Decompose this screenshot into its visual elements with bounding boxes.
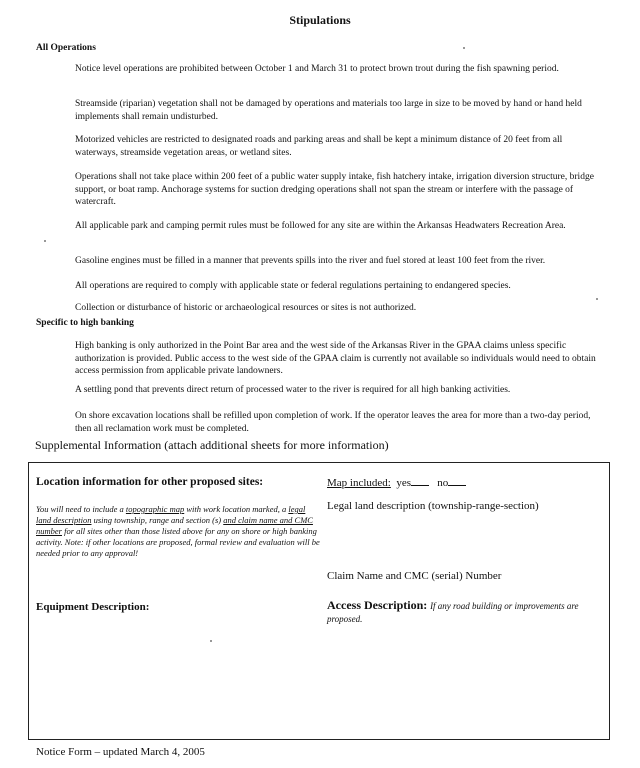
access-description-note: If any road building or improvements are proposed. bbox=[327, 601, 579, 624]
stipulation-item: On shore excavation locations shall be refilled upon completion of work. If the operator leaves the area for more than a two-day period, then all reclamation work must be completed. bbox=[75, 411, 591, 434]
note-claim-name-cmc: and claim name and CMC number bbox=[36, 515, 313, 536]
note-text: with work location marked, a bbox=[184, 504, 289, 514]
location-info-heading: Location information for other proposed sites: bbox=[36, 476, 264, 488]
scan-speck bbox=[44, 240, 46, 242]
scan-speck bbox=[210, 640, 212, 642]
stipulation-item: Collection or disturbance of historic or archaeological resources or sites is not authorized. bbox=[75, 303, 417, 313]
scan-speck bbox=[596, 298, 598, 300]
access-description-block bbox=[327, 599, 602, 626]
supplemental-information-label: Supplemental Information (attach additional sheets for more information) bbox=[35, 438, 389, 452]
stipulation-item: Streamside (riparian) vegetation shall not be damaged by operations and materials too large in size to be moved by hand or hand held implements shall remain undisturbed. bbox=[75, 99, 582, 122]
access-description-label: Access Description: bbox=[327, 598, 428, 612]
stipulation-item: High banking is only authorized in the Point Bar area and the west side of the Arkansas River in the GPAA claims unless specific authorization is provided. Public access to the west side of the GPAA claim is currently not available so individuals would need to obtain access permission from applicable private landowners. bbox=[75, 341, 596, 376]
note-legal-land-description: legal land description bbox=[36, 504, 306, 525]
note-topographic-map: topographic map bbox=[125, 504, 185, 514]
note-text: for all sites other than those listed above for any on shore or high banking activity. Note: if other locations are proposed, formal review and evaluation will be needed prior to any approval! bbox=[36, 526, 320, 558]
legal-land-description-label: Legal land description (township-range-section) bbox=[327, 500, 539, 512]
no-label: no bbox=[437, 477, 449, 489]
stipulation-item: A settling pond that prevents direct return of processed water to the river is required for all high banking activities. bbox=[75, 385, 511, 395]
page-title: Stipulations bbox=[289, 13, 351, 27]
note-text: You will need to include a bbox=[36, 504, 126, 514]
stipulation-item: Notice level operations are prohibited between October 1 and March 31 to protect brown trout during the fish spawning period. bbox=[75, 64, 559, 74]
note-text: using township, range and section (s) bbox=[91, 515, 224, 525]
location-instructions bbox=[36, 504, 321, 559]
stipulation-item: Gasoline engines must be filled in a manner that prevents spills into the river and fuel stored at least 100 feet from the river. bbox=[75, 256, 546, 266]
no-blank[interactable] bbox=[448, 476, 466, 486]
equipment-description-label: Equipment Description: bbox=[36, 601, 150, 613]
map-included-label: Map included: bbox=[327, 477, 391, 489]
supplemental-info-box bbox=[28, 462, 610, 740]
claim-name-cmc-label: Claim Name and CMC (serial) Number bbox=[327, 570, 502, 582]
stipulation-item: All applicable park and camping permit rules must be followed for any site are within the Arkansas Headwaters Recreation Area. bbox=[75, 221, 566, 231]
section-heading-high-banking: Specific to high banking bbox=[36, 318, 134, 328]
section-heading-all-operations: All Operations bbox=[36, 43, 96, 53]
stipulation-item: Motorized vehicles are restricted to designated roads and parking areas and shall be kept a minimum distance of 20 feet from all waterways, streamside vegetation areas, or wetland sites. bbox=[75, 135, 563, 158]
stipulation-item: Operations shall not take place within 200 feet of a public water supply intake, fish hatchery intake, irrigation diversion structure, bridge support, or boat ramp. Anchorage systems for suction dredging operations shall not span the stream or interfere with the passage of watercraft. bbox=[75, 172, 594, 207]
yes-blank[interactable] bbox=[411, 476, 429, 486]
map-included-row bbox=[327, 476, 466, 489]
stipulation-item: All operations are required to comply with applicable state or federal regulations pertaining to endangered species. bbox=[75, 281, 511, 291]
scan-speck bbox=[463, 47, 465, 49]
footer-text: Notice Form – updated March 4, 2005 bbox=[36, 746, 205, 758]
yes-label: yes bbox=[396, 477, 412, 489]
